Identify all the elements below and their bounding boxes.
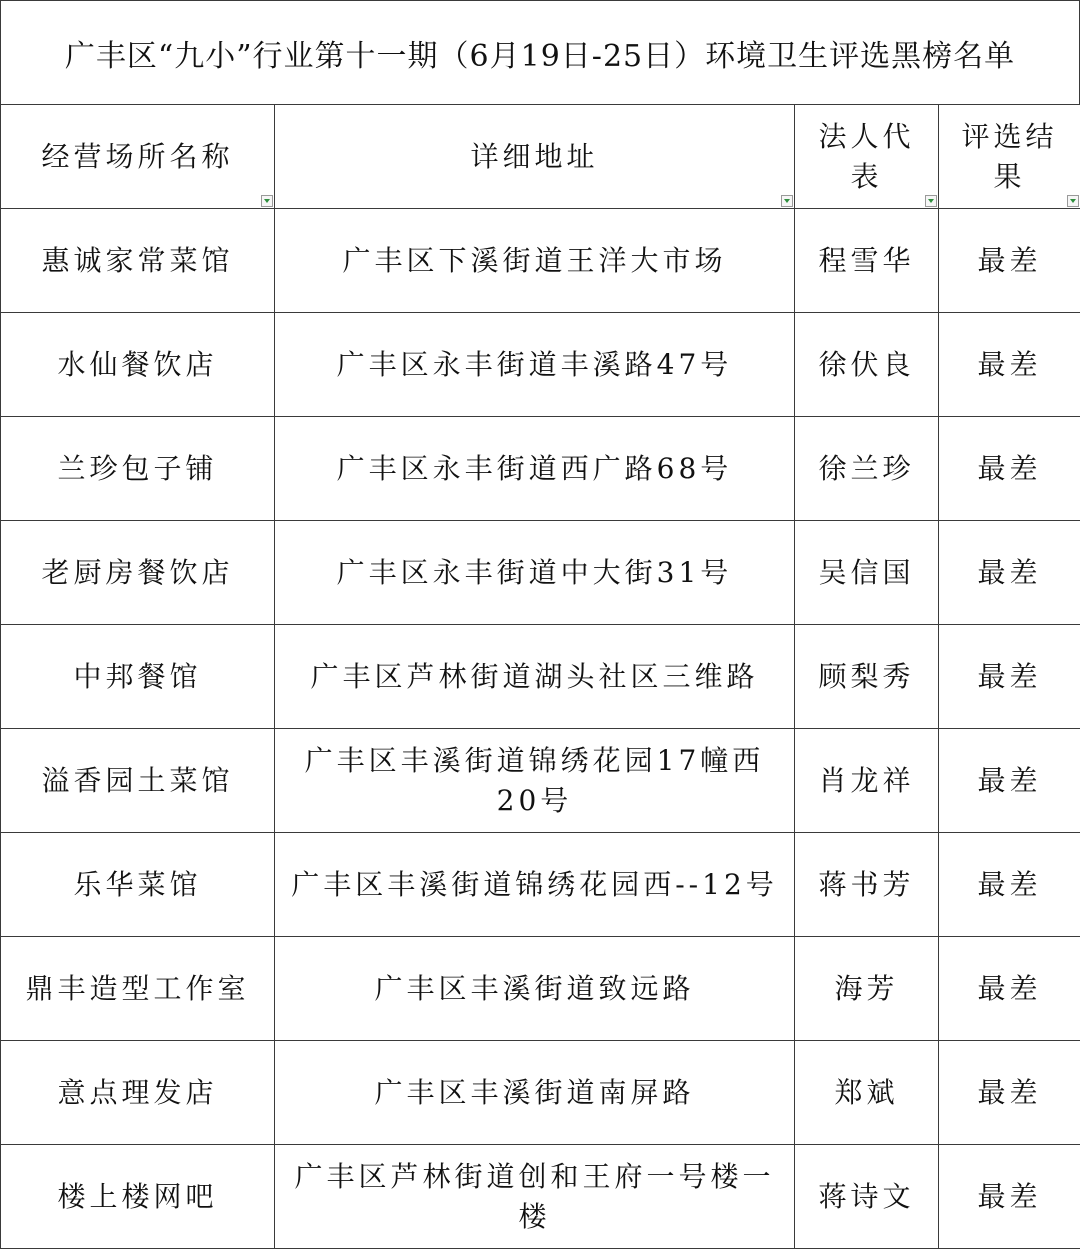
table-row <box>1 833 1080 937</box>
blacklist-table <box>0 104 1080 1249</box>
cell-result: 最差 <box>939 625 1080 729</box>
table-row <box>1 521 1080 625</box>
header-label-address: 详细地址 <box>470 139 599 173</box>
table-row <box>1 209 1080 313</box>
header-cell-result <box>939 105 1080 209</box>
cell-representative: 顾梨秀 <box>795 625 939 729</box>
cell-representative: 程雪华 <box>795 209 939 313</box>
table-row <box>1 937 1080 1041</box>
header-cell-address <box>275 105 795 209</box>
cell-business-name: 兰珍包子铺 <box>1 417 275 521</box>
cell-address: 广丰区下溪街道王洋大市场 <box>275 209 795 313</box>
cell-result: 最差 <box>939 521 1080 625</box>
cell-result: 最差 <box>939 833 1080 937</box>
cell-address: 广丰区丰溪街道致远路 <box>275 937 795 1041</box>
filter-dropdown-icon[interactable] <box>261 195 273 207</box>
cell-result: 最差 <box>939 729 1080 833</box>
cell-business-name: 惠诚家常菜馆 <box>1 209 275 313</box>
table-row <box>1 417 1080 521</box>
cell-representative: 蒋书芳 <box>795 833 939 937</box>
cell-result: 最差 <box>939 1145 1080 1249</box>
cell-address: 广丰区永丰街道丰溪路47号 <box>275 313 795 417</box>
filter-dropdown-icon[interactable] <box>1067 195 1079 207</box>
filter-dropdown-icon[interactable] <box>925 195 937 207</box>
cell-representative: 蒋诗文 <box>795 1145 939 1249</box>
cell-business-name: 溢香园土菜馆 <box>1 729 275 833</box>
table-row <box>1 1041 1080 1145</box>
table-row <box>1 313 1080 417</box>
table-row <box>1 1145 1080 1249</box>
cell-address: 广丰区丰溪街道锦绣花园17幢西20号 <box>275 729 795 833</box>
cell-representative: 徐兰珍 <box>795 417 939 521</box>
cell-representative: 吴信国 <box>795 521 939 625</box>
cell-representative: 海芳 <box>795 937 939 1041</box>
header-label-representative: 法人代表 <box>818 119 915 193</box>
cell-business-name: 乐华菜馆 <box>1 833 275 937</box>
cell-result: 最差 <box>939 1041 1080 1145</box>
header-label-result: 评选结果 <box>961 119 1058 193</box>
cell-address: 广丰区芦林街道湖头社区三维路 <box>275 625 795 729</box>
document-title: 广丰区“九小”行业第十一期（6月19日-25日）环境卫生评选黑榜名单 <box>0 0 1080 104</box>
cell-result: 最差 <box>939 937 1080 1041</box>
cell-address: 广丰区永丰街道西广路68号 <box>275 417 795 521</box>
cell-address: 广丰区永丰街道中大街31号 <box>275 521 795 625</box>
header-label-name: 经营场所名称 <box>41 139 234 173</box>
table-row <box>1 625 1080 729</box>
cell-business-name: 意点理发店 <box>1 1041 275 1145</box>
cell-representative: 徐伏良 <box>795 313 939 417</box>
cell-address: 广丰区丰溪街道南屏路 <box>275 1041 795 1145</box>
cell-result: 最差 <box>939 417 1080 521</box>
cell-address: 广丰区芦林街道创和王府一号楼一楼 <box>275 1145 795 1249</box>
cell-business-name: 老厨房餐饮店 <box>1 521 275 625</box>
cell-business-name: 水仙餐饮店 <box>1 313 275 417</box>
header-cell-representative <box>795 105 939 209</box>
header-row <box>1 105 1080 209</box>
cell-result: 最差 <box>939 209 1080 313</box>
cell-business-name: 中邦餐馆 <box>1 625 275 729</box>
cell-business-name: 楼上楼网吧 <box>1 1145 275 1249</box>
cell-representative: 郑斌 <box>795 1041 939 1145</box>
table-row <box>1 729 1080 833</box>
cell-representative: 肖龙祥 <box>795 729 939 833</box>
header-cell-name <box>1 105 275 209</box>
filter-dropdown-icon[interactable] <box>781 195 793 207</box>
cell-address: 广丰区丰溪街道锦绣花园西--12号 <box>275 833 795 937</box>
cell-business-name: 鼎丰造型工作室 <box>1 937 275 1041</box>
cell-result: 最差 <box>939 313 1080 417</box>
